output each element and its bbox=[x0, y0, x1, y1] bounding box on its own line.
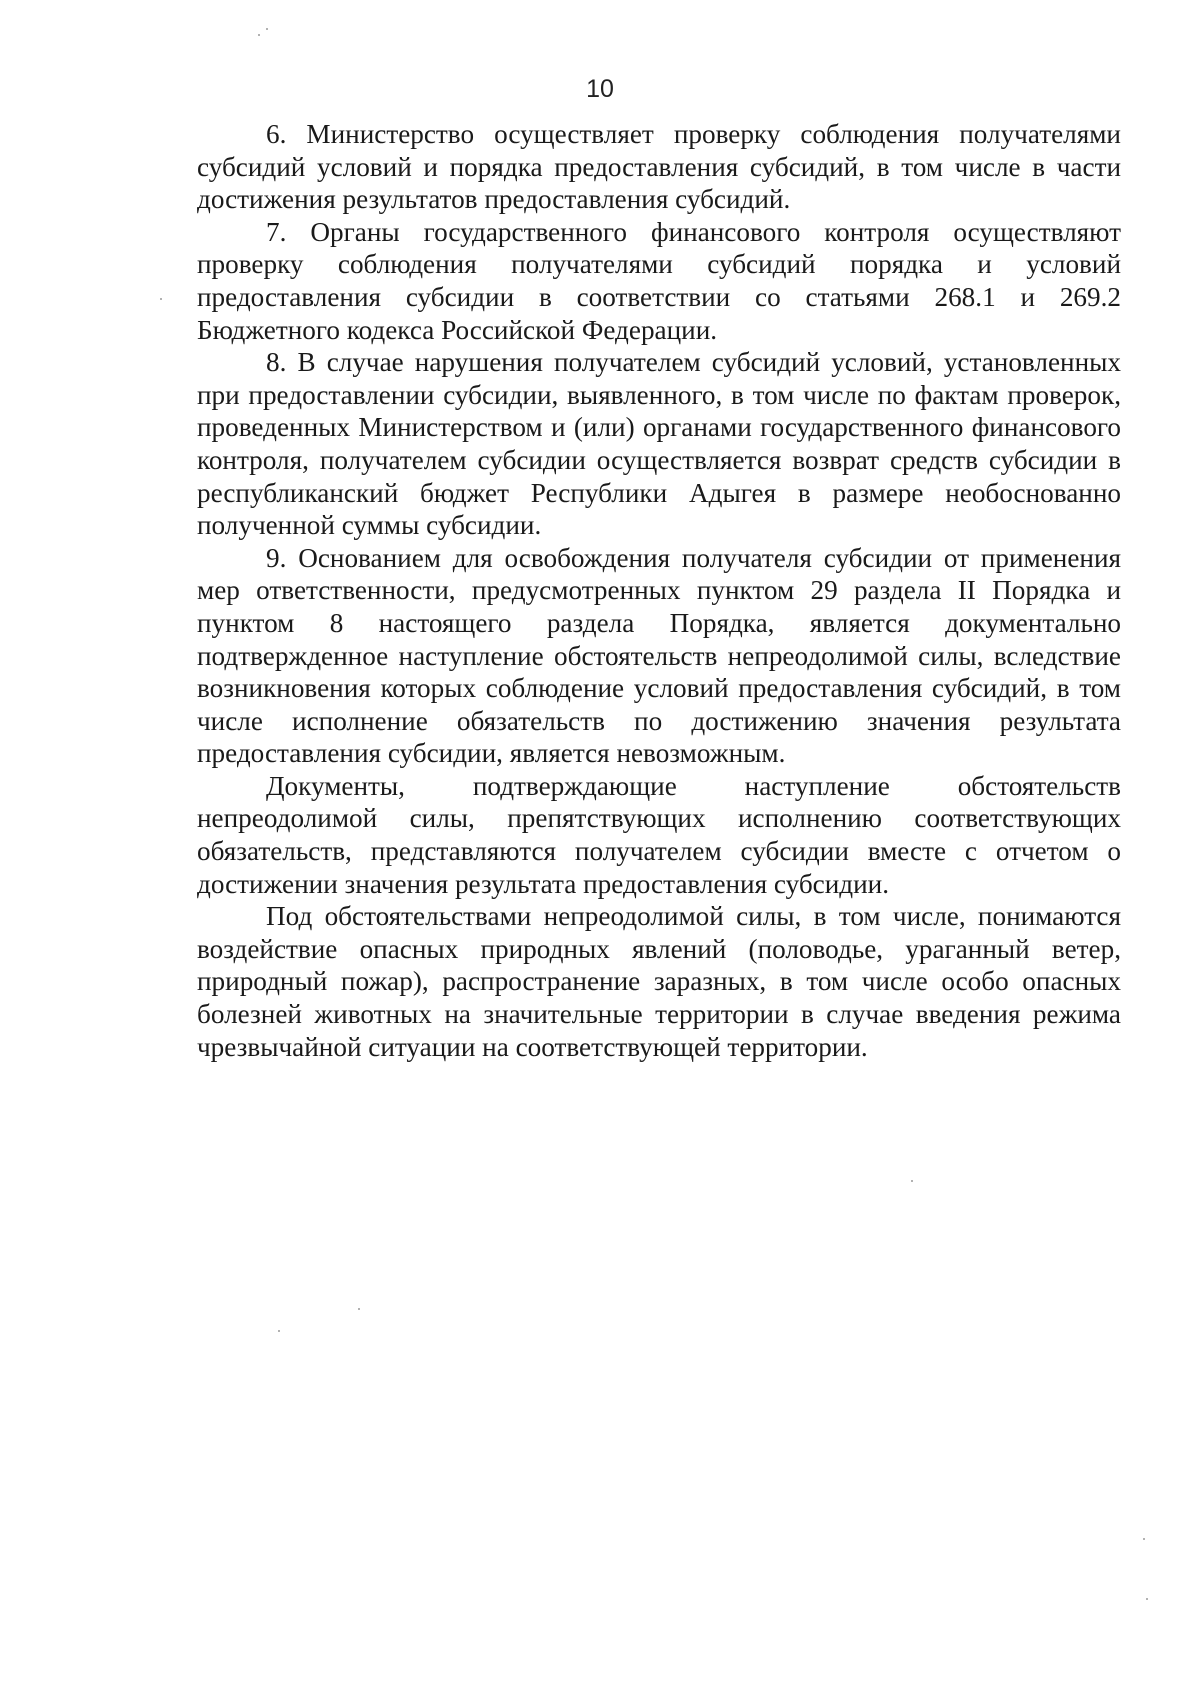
paragraph-8: 8. В случае нарушения получателем субсидий условий, установленных при предоставлении субсидии, выявленного, в том числе по фактам проверок, проведенных Министерством и (или) органами государственного финансового контроля, получателем субсидии осуществляется возврат средств субсидии в республиканский бюджет Республики Адыгея в размере необоснованно полученной суммы субсидии. bbox=[197, 347, 1121, 541]
paragraph-7: 7. Органы государственного финансового контроля осуществляют проверку соблюдения получателями субсидий порядка и условий предоставления субсидии в соответствии со статьями 268.1 и 269.2 Бюджетного кодекса Российской Федерации. bbox=[197, 216, 1121, 345]
scan-speck bbox=[1143, 1538, 1145, 1540]
paragraph-documents: Документы, подтверждающие наступление обстоятельств непреодолимой силы, препятствующих исполнению соответствующих обязательств, представляются получателем субсидии вместе с отчетом о достижении значения результата предоставления субсидии. bbox=[197, 770, 1121, 899]
scan-speck bbox=[266, 28, 268, 30]
document-body bbox=[197, 118, 1121, 1063]
scan-speck bbox=[258, 34, 260, 36]
paragraph-6: 6. Министерство осуществляет проверку соблюдения получателями субсидий условий и порядка предоставления субсидий, в том числе в части достижения результатов предоставления субсидий. bbox=[197, 119, 1121, 215]
scan-speck bbox=[911, 1180, 913, 1182]
scan-speck bbox=[278, 1330, 280, 1332]
page-number: 10 bbox=[586, 75, 614, 103]
scan-speck bbox=[1146, 1598, 1148, 1600]
paragraph-9: 9. Основанием для освобождения получателя субсидии от применения мер ответственности, предусмотренных пунктом 29 раздела II Порядка и пунктом 8 настоящего раздела Порядка, является документально подтвержденное наступление обстоятельств непреодолимой силы, вследствие возникновения которых соблюдение условий предоставления субсидий, в том числе исполнение обязательств по достижению значения результата предоставления субсидии, является невозможным. bbox=[197, 542, 1121, 769]
paragraph-force-majeure: Под обстоятельствами непреодолимой силы, в том числе, понимаются воздействие опасных природных явлений (половодье, ураганный ветер, природный пожар), распространение заразных, в том числе особо опасных болезней животных на значительные территории в случае введения режима чрезвычайной ситуации на соответствующей территории. bbox=[197, 901, 1121, 1062]
scan-speck bbox=[358, 1308, 360, 1310]
scan-speck bbox=[160, 298, 162, 300]
